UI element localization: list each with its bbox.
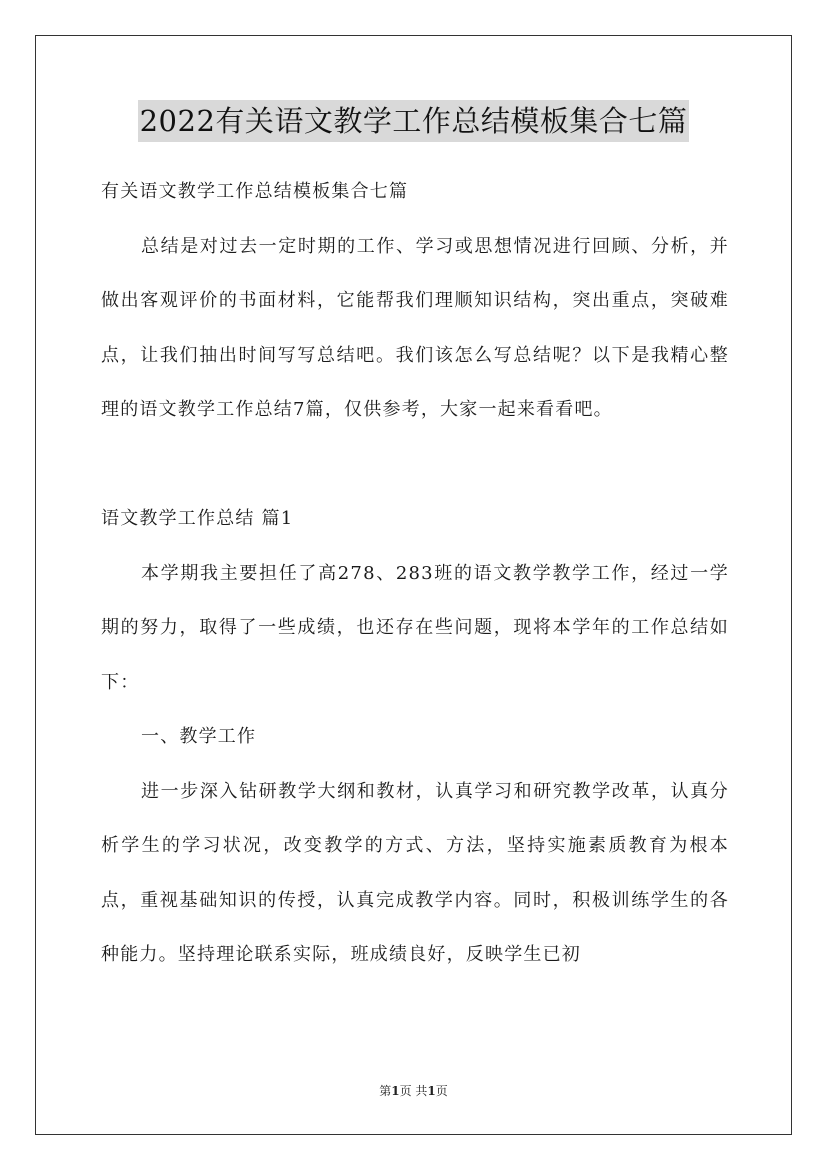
document-title: 2022有关语文教学工作总结模板集合七篇 [138, 100, 690, 142]
document-subtitle: 有关语文教学工作总结模板集合七篇 [101, 181, 409, 202]
section-heading: 语文教学工作总结 篇1 [101, 508, 294, 529]
section-paragraph-2: 进一步深入钻研教学大纲和教材，认真学习和研究教学改革，认真分析学生的学习状况，改变教学的方式、方法，坚持实施素质教育为根本点，重视基础知识的传授，认真完成教学内容。同时，积极训练学生的各种能力。坚持理论联系实际，班成绩良好，反映学生已初 [101, 780, 729, 965]
footer-page-number: 1 [391, 1084, 400, 1098]
page-footer [0, 1083, 827, 1099]
footer-prefix: 第 [379, 1084, 392, 1098]
footer-suffix: 页 [435, 1084, 448, 1098]
blank-line [101, 438, 729, 493]
subsection-heading: 一、教学工作 [141, 726, 257, 747]
title-container [0, 100, 827, 142]
footer-middle: 页 共 [399, 1084, 428, 1098]
section-paragraph: 本学期我主要担任了高278、283班的语文教学教学工作，经过一学期的努力，取得了一些成绩，也还存在些问题，现将本学年的工作总结如下： [101, 562, 729, 693]
document-body [101, 165, 729, 983]
footer-total-pages: 1 [427, 1084, 436, 1098]
intro-paragraph: 总结是对过去一定时期的工作、学习或思想情况进行回顾、分析，并做出客观评价的书面材料，它能帮我们理顺知识结构，突出重点，突破难点，让我们抽出时间写写总结吧。我们该怎么写总结呢？以下是我精心整理的语文教学工作总结7篇，仅供参考，大家一起来看看吧。 [101, 235, 729, 420]
